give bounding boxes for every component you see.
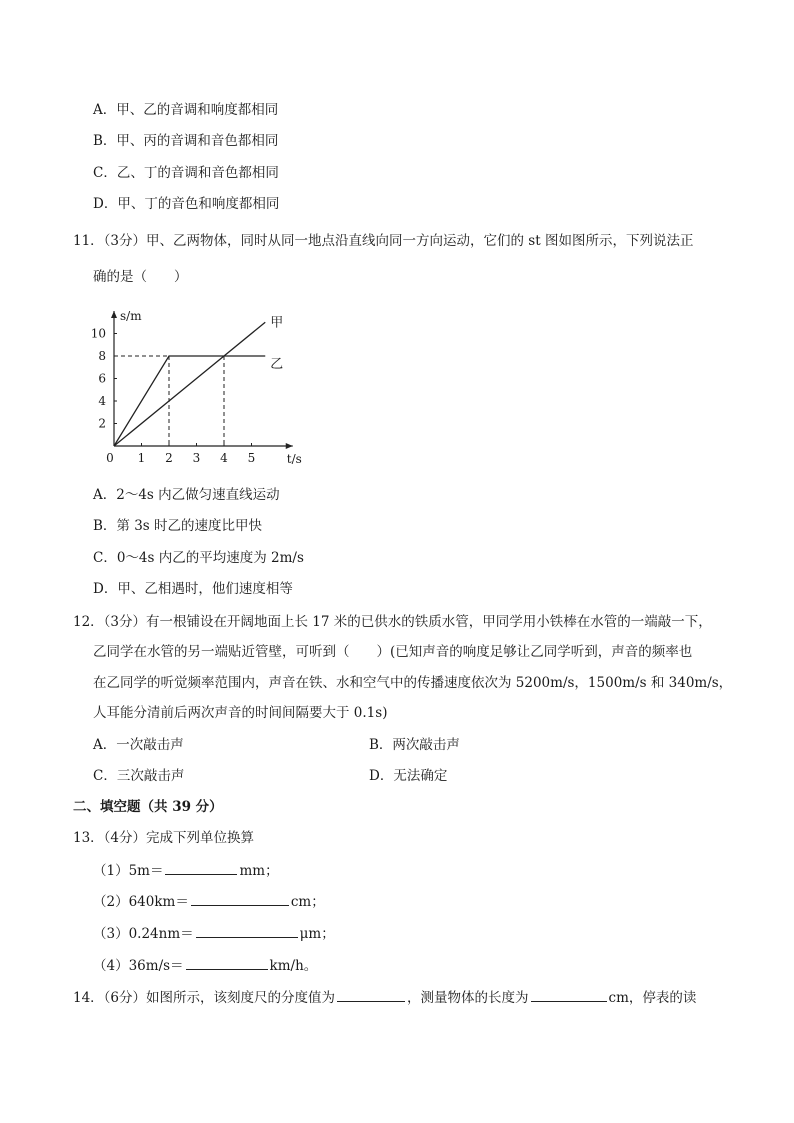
- series-line-jia: [114, 322, 265, 446]
- answer-blank[interactable]: [196, 924, 298, 938]
- q13-item-3: （3）0.24nm＝ μm；: [93, 926, 335, 942]
- q10-option-b: B．甲、丙的音调和音色都相同: [93, 133, 279, 149]
- q12-option-a: A．一次敲击声: [93, 737, 184, 753]
- q12-option-c: C．三次敲击声: [93, 768, 185, 784]
- y-tick-label: 6: [98, 371, 106, 386]
- q11-option-c: C．0～4s 内乙的平均速度为 2m/s: [93, 550, 304, 566]
- q11-option-b: B．第 3s 时乙的速度比甲快: [93, 518, 263, 534]
- q12-line1: 12．（3分）有一根铺设在开阔地面上长 17 米的已供水的铁质水管，甲同学用小铁棒在水管的一端敲一下，: [73, 614, 712, 630]
- q12-line4: 人耳能分清前后两次声音的时间间隔要大于 0.1s): [93, 705, 388, 721]
- x-axis-label: t/s: [286, 452, 302, 466]
- series-line-yi: [114, 356, 265, 446]
- y-tick-label: 8: [98, 349, 106, 363]
- q12-line3: 在乙同学的听觉频率范围内，声音在铁、水和空气中的传播速度依次为 5200m/s，1500m/s 和 340m/s，: [93, 675, 733, 691]
- q11-option-a: A．2～4s 内乙做匀速直线运动: [93, 487, 280, 503]
- answer-blank[interactable]: [337, 988, 405, 1002]
- y-tick-label: 2: [98, 416, 106, 431]
- y-tick-label: 4: [98, 394, 106, 408]
- q12-option-b: B．两次敲击声: [369, 737, 460, 753]
- series-label: 甲: [270, 315, 284, 331]
- q10-option-d: D．甲、丁的音色和响度都相同: [93, 196, 280, 212]
- q13-item-2: （2）640km＝ cm；: [93, 894, 325, 910]
- y-tick-label: 10: [90, 326, 106, 341]
- section-title-fill-in: 二、填空题（共 39 分）: [73, 799, 223, 815]
- answer-blank[interactable]: [165, 861, 237, 875]
- answer-blank[interactable]: [531, 988, 607, 1002]
- st-chart: [90, 300, 320, 470]
- q13-item-4: （4）36m/s＝ km/h。: [93, 958, 318, 974]
- q14-stem: 14．（6分）如图所示，该刻度尺的分度值为 ，测量物体的长度为 cm，停表的读: [73, 990, 697, 1006]
- x-tick-label: 3: [192, 451, 201, 465]
- y-axis-label: s/m: [120, 309, 142, 323]
- q12-option-d: D．无法确定: [369, 768, 448, 784]
- x-tick-label: 5: [247, 451, 256, 465]
- q11-stem-line1: 11．（3分）甲、乙两物体，同时从同一地点沿直线向同一方向运动，它们的 st 图如图所示，下列说法正: [73, 233, 694, 249]
- answer-blank[interactable]: [191, 892, 289, 906]
- x-axis-arrow: [286, 443, 293, 449]
- q11-option-d: D．甲、乙相遇时，他们速度相等: [93, 581, 293, 597]
- q11-stem-line2: 确的是（ ）: [93, 269, 188, 285]
- q13-item-1: （1）5m＝ mm；: [93, 863, 279, 879]
- q10-option-a: A．甲、乙的音调和响度都相同: [93, 102, 279, 118]
- series-label: 乙: [270, 357, 284, 372]
- q10-option-c: C．乙、丁的音调和音色都相同: [93, 165, 279, 181]
- q13-stem: 13．（4分）完成下列单位换算: [73, 830, 255, 846]
- x-tick-label: 2: [165, 451, 173, 465]
- answer-blank[interactable]: [186, 956, 268, 970]
- origin-label: 0: [106, 451, 114, 465]
- y-axis-arrow: [111, 311, 117, 318]
- q12-line2: 乙同学在水管的另一端贴近管壁，可听到（ ）(已知声音的响度足够让乙同学听到，声音的频率也: [93, 644, 693, 660]
- x-tick-label: 1: [137, 451, 146, 465]
- x-tick-label: 4: [220, 451, 228, 465]
